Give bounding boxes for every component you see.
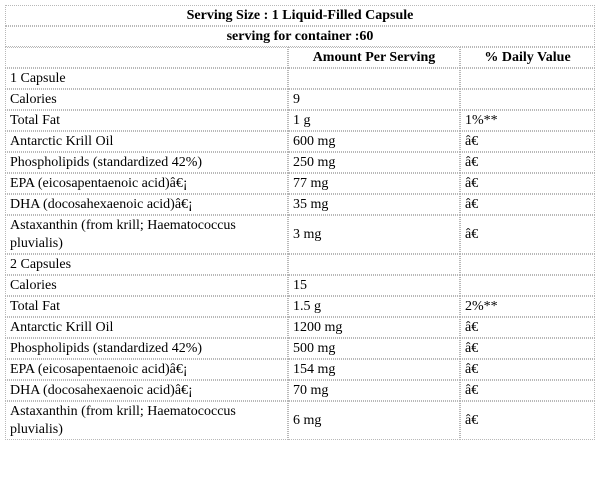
nutrient-name: Calories — [5, 275, 288, 296]
table-row — [5, 359, 595, 380]
nutrient-daily-value: â€ — [460, 359, 595, 380]
table-row — [5, 215, 595, 254]
column-header-amount: Amount Per Serving — [288, 47, 460, 68]
nutrient-name: Calories — [5, 89, 288, 110]
table-row — [5, 89, 595, 110]
nutrient-amount: 600 mg — [288, 131, 460, 152]
table-row — [5, 338, 595, 359]
nutrient-name: Antarctic Krill Oil — [5, 317, 288, 338]
nutrient-amount: 9 — [288, 89, 460, 110]
table-row — [5, 110, 595, 131]
section-dv-empty — [460, 68, 595, 89]
table-row — [5, 380, 595, 401]
nutrient-amount: 3 mg — [288, 215, 460, 254]
section-header-row — [5, 254, 595, 275]
nutrient-name: Phospholipids (standardized 42%) — [5, 152, 288, 173]
nutrient-amount: 35 mg — [288, 194, 460, 215]
nutrient-amount: 77 mg — [288, 173, 460, 194]
nutrient-daily-value: â€ — [460, 338, 595, 359]
table-row — [5, 152, 595, 173]
nutrient-name: Antarctic Krill Oil — [5, 131, 288, 152]
section-label: 1 Capsule — [5, 68, 288, 89]
nutrient-amount: 154 mg — [288, 359, 460, 380]
nutrient-name: Phospholipids (standardized 42%) — [5, 338, 288, 359]
nutrient-name: DHA (docosahexaenoic acid)â€¡ — [5, 194, 288, 215]
nutrient-daily-value: â€ — [460, 380, 595, 401]
nutrient-name: Total Fat — [5, 110, 288, 131]
nutrient-name: DHA (docosahexaenoic acid)â€¡ — [5, 380, 288, 401]
table-row — [5, 401, 595, 440]
servings-per-container-row — [5, 26, 595, 47]
nutrient-name: EPA (eicosapentaenoic acid)â€¡ — [5, 173, 288, 194]
nutrient-amount: 1200 mg — [288, 317, 460, 338]
nutrient-amount: 500 mg — [288, 338, 460, 359]
table-row — [5, 275, 595, 296]
serving-size-row — [5, 5, 595, 26]
table-row — [5, 131, 595, 152]
column-header-daily-value: % Daily Value — [460, 47, 595, 68]
nutrient-amount: 70 mg — [288, 380, 460, 401]
nutrient-daily-value: 1%** — [460, 110, 595, 131]
section-amount-empty — [288, 254, 460, 275]
nutrient-amount: 250 mg — [288, 152, 460, 173]
nutrient-name: Astaxanthin (from krill; Haematococcus pluvialis) — [5, 215, 288, 254]
serving-size: Serving Size : 1 Liquid-Filled Capsule — [5, 5, 595, 26]
table-row — [5, 317, 595, 338]
column-header-name — [5, 47, 288, 68]
nutrient-name: Total Fat — [5, 296, 288, 317]
nutrient-amount: 6 mg — [288, 401, 460, 440]
nutrient-daily-value: â€ — [460, 152, 595, 173]
nutrient-daily-value: â€ — [460, 194, 595, 215]
table-row — [5, 296, 595, 317]
nutrient-daily-value: â€ — [460, 131, 595, 152]
table-row — [5, 194, 595, 215]
nutrient-daily-value: â€ — [460, 215, 595, 254]
nutrient-daily-value — [460, 275, 595, 296]
nutrient-name: Astaxanthin (from krill; Haematococcus pluvialis) — [5, 401, 288, 440]
supplement-facts-table — [5, 5, 595, 440]
nutrient-daily-value: 2%** — [460, 296, 595, 317]
nutrient-daily-value: â€ — [460, 317, 595, 338]
nutrient-amount: 1 g — [288, 110, 460, 131]
servings-per-container: serving for container :60 — [5, 26, 595, 47]
table-row — [5, 173, 595, 194]
nutrient-amount: 1.5 g — [288, 296, 460, 317]
nutrient-name: EPA (eicosapentaenoic acid)â€¡ — [5, 359, 288, 380]
nutrient-daily-value: â€ — [460, 173, 595, 194]
section-label: 2 Capsules — [5, 254, 288, 275]
nutrient-daily-value: â€ — [460, 401, 595, 440]
column-header-row — [5, 47, 595, 68]
section-header-row — [5, 68, 595, 89]
section-amount-empty — [288, 68, 460, 89]
section-dv-empty — [460, 254, 595, 275]
nutrient-daily-value — [460, 89, 595, 110]
nutrient-amount: 15 — [288, 275, 460, 296]
